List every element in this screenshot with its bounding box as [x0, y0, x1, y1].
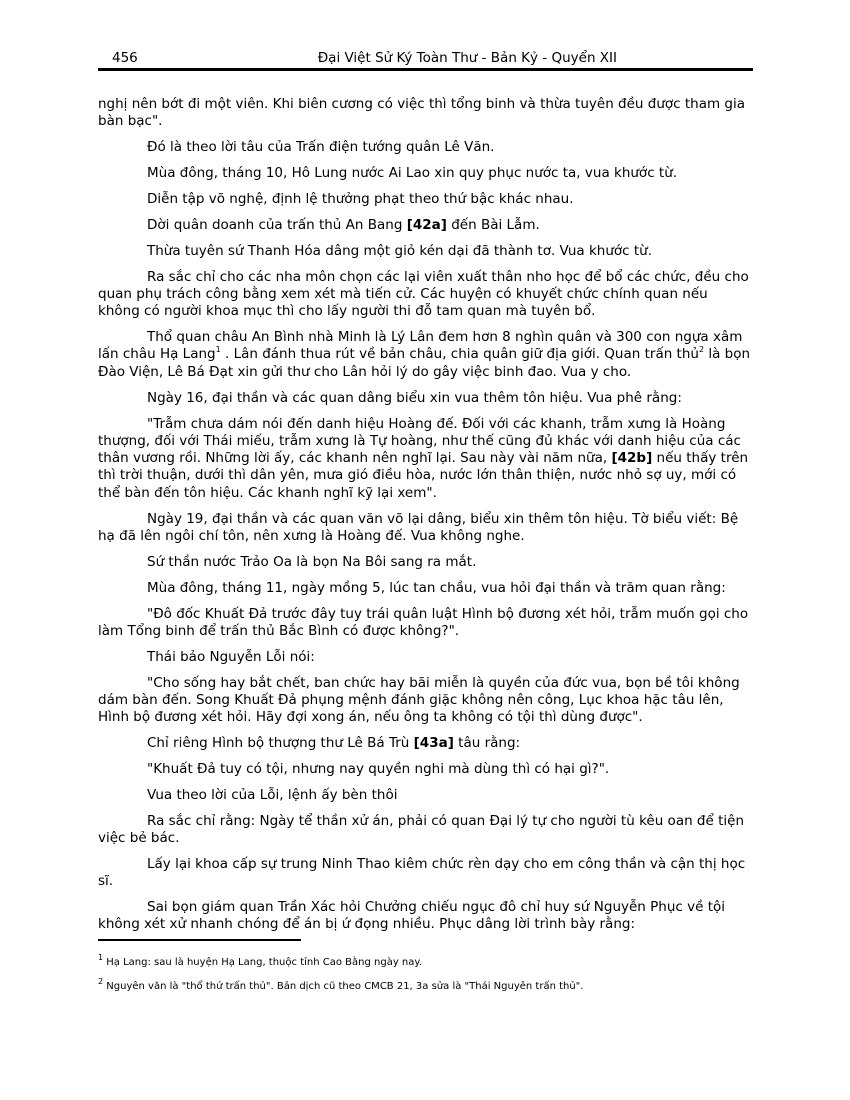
footnote-mark: 2 [98, 976, 104, 986]
header-rule [98, 68, 753, 71]
paragraph-text: Đó là theo lời tâu của Trấn điện tướng quân Lê Văn. [147, 139, 495, 156]
paragraph [98, 329, 753, 381]
paragraph [98, 191, 753, 208]
paragraph-text: Chỉ riêng Hình bộ thượng thư Lê Bá Trù [147, 735, 414, 752]
paragraph-text: đến Bài Lẫm. [446, 216, 540, 233]
footnote-text: Nguyên văn là "thổ thứ trấn thủ". Bản dịch cũ theo CMCB 21, 3a sửa là "Thái Nguyên trấn thủ". [103, 981, 584, 992]
paragraph-text: "Trẫm chưa dám nói đến danh hiệu Hoàng đế. Đối với các khanh, trẫm xưng là Hoàng thượng, đối với Thái miếu, trẫm xưng là Tự hoàng, như thế cũng đủ khác với danh hiệu của các thân vương rồi. Những lời ấy, các khanh nên nghĩ lại. Sau này vài năm nữa, [98, 415, 741, 467]
footnote-reference: 2 [698, 344, 705, 354]
paragraph [98, 269, 753, 321]
paragraph-text: nếu thấy trên thì trời thuận, dưới thì dân yên, mưa gió điều hòa, nước lớn thân thiện, nước nhỏ sợ uy, mới có thể bàn đến tôn hiệu. Các khanh nghĩ kỹ lại xem". [98, 450, 749, 501]
paragraph-text: Dời quân doanh của trấn thủ An Bang [147, 216, 407, 233]
footnote [98, 976, 753, 993]
footnote-mark: 1 [98, 952, 104, 962]
paragraph-text: Lấy lại khoa cấp sự trung Ninh Thao kiêm chức rèn dạy cho em công thần và cận thị học sĩ. [98, 855, 746, 890]
paragraph-text: "Cho sống hay bắt chết, ban chức hay bãi miễn là quyền của đức vua, bọn bề tôi không dám bàn đến. Song Khuất Đả phụng mệnh đánh giặc không nên công, Lục khoa hặc tâu lên, Hình bộ đương xét hỏi. Hãy đợi xong án, nếu ông ta không có tội thì dùng được". [98, 674, 740, 726]
paragraph [98, 390, 753, 407]
paragraph-text: Ngày 16, đại thần và các quan dâng biểu xin vua thêm tôn hiệu. Vua phê rằng: [147, 389, 682, 406]
paragraph [98, 675, 753, 727]
paragraph-text: Sai bọn giám quan Trần Xác hỏi Chưởng chiếu ngục đô chỉ huy sứ Nguyễn Phục về tội không xét xử nhanh chóng để án bị ứ đọng nhiều. Phục dâng lời trình bày rằng: [98, 899, 725, 933]
page-header [98, 50, 753, 68]
folio-marker: [43a] [413, 735, 454, 752]
paragraph [98, 787, 753, 804]
paragraph-text: Mùa đông, tháng 10, Hô Lung nước Ai Lao xin quy phục nước ta, vua khước từ. [147, 165, 678, 182]
paragraph [98, 580, 753, 597]
paragraph-text: Sứ thần nước Trảo Oa là bọn Na Bôi sang ra mắt. [147, 553, 477, 570]
paragraph-text: Ngày 19, đại thần và các quan văn võ lại dâng, biểu xin thêm tôn hiệu. Tờ biểu viết: Bệ hạ đã lên ngôi chí tôn, nên xưng là Hoàng đế. Vua không nghe. [98, 510, 739, 544]
page-number: 456 [112, 50, 138, 66]
paragraph [98, 139, 753, 156]
footnote-reference: 1 [215, 344, 221, 354]
footnote-text: Hạ Lang: sau là huyện Hạ Lang, thuộc tỉnh Cao Bằng ngày nay. [103, 957, 423, 968]
paragraph [98, 899, 753, 934]
paragraph-text: Thái bảo Nguyễn Lỗi nói: [147, 648, 315, 665]
paragraph-text: Thừa tuyên sứ Thanh Hóa dâng một giỏ kén dại đã thành tơ. Vua khước từ. [147, 242, 653, 259]
paragraph-text: Ra sắc chỉ rằng: Ngày tể thần xử án, phải có quan Đại lý tự cho người tù kêu oan để tiện việc bẻ bác. [98, 812, 745, 847]
paragraph-text: "Khuất Đả tuy có tội, nhưng nay quyền nghi mà dùng thì có hại gì?". [147, 761, 610, 777]
footnotes [98, 952, 753, 1004]
paragraph [98, 416, 753, 502]
paragraph [98, 554, 753, 571]
paragraph [98, 165, 753, 182]
paragraph-text: Vua theo lời của Lỗi, lệnh ấy bèn thôi [147, 786, 398, 803]
running-title: Đại Việt Sử Ký Toàn Thư - Bản Kỷ - Quyển XII [317, 50, 617, 66]
paragraph [98, 96, 753, 131]
paragraph [98, 649, 753, 666]
paragraph [98, 856, 753, 891]
paragraph [98, 511, 753, 546]
paragraph-text: . Lân đánh thua rút về bản châu, chia quân giữ địa giới. Quan trấn thủ [220, 346, 699, 363]
paragraph-text: Diễn tập võ nghệ, định lệ thưởng phạt theo thứ bậc khác nhau. [147, 190, 574, 207]
paragraph-text: "Đô đốc Khuất Đả trước đây tuy trái quân luật Hình bộ đương xét hỏi, trẫm muốn gọi cho làm Tổng binh để trấn thủ Bắc Bình có được không?". [98, 605, 749, 639]
paragraph-text: là bọn Đào Viện, Lê Bá Đạt xin gửi thư cho Lân hỏi lý do gây việc binh đao. Vua y cho. [98, 346, 751, 380]
paragraph-text: tâu rằng: [453, 735, 521, 752]
body-text [98, 96, 753, 942]
paragraph [98, 735, 753, 752]
paragraph [98, 243, 753, 260]
paragraph [98, 761, 753, 778]
paragraph-text: Mùa đông, tháng 11, ngày mồng 5, lúc tan chầu, vua hỏi đại thần và trăm quan rằng: [147, 579, 726, 596]
paragraph-text: nghị nên bớt đi một viên. Khi biên cương có việc thì tổng binh và thừa tuyên đều được tham gia bàn bạc". [98, 96, 746, 130]
paragraph-text: Ra sắc chỉ cho các nha môn chọn các lại viên xuất thân nho học để bổ các chức, đều cho quan phụ trách công bằng xem xét mà tiến cử. Các huyện có khuyết chức chính quan nếu không có người khoa mục thì cho lấy người thi đỗ tam quan mà tuyên bổ. [98, 268, 749, 320]
paragraph [98, 217, 753, 234]
footnote-rule [98, 939, 301, 941]
folio-marker: [42a] [406, 216, 447, 233]
paragraph [98, 813, 753, 848]
folio-marker: [42b] [611, 450, 653, 467]
paragraph [98, 606, 753, 641]
footnote [98, 952, 753, 969]
paragraph-text: Thổ quan châu An Bình nhà Minh là Lý Lân đem hơn 8 nghìn quân và 300 con ngựa xâm lấn châu Hạ Lang [98, 329, 743, 363]
